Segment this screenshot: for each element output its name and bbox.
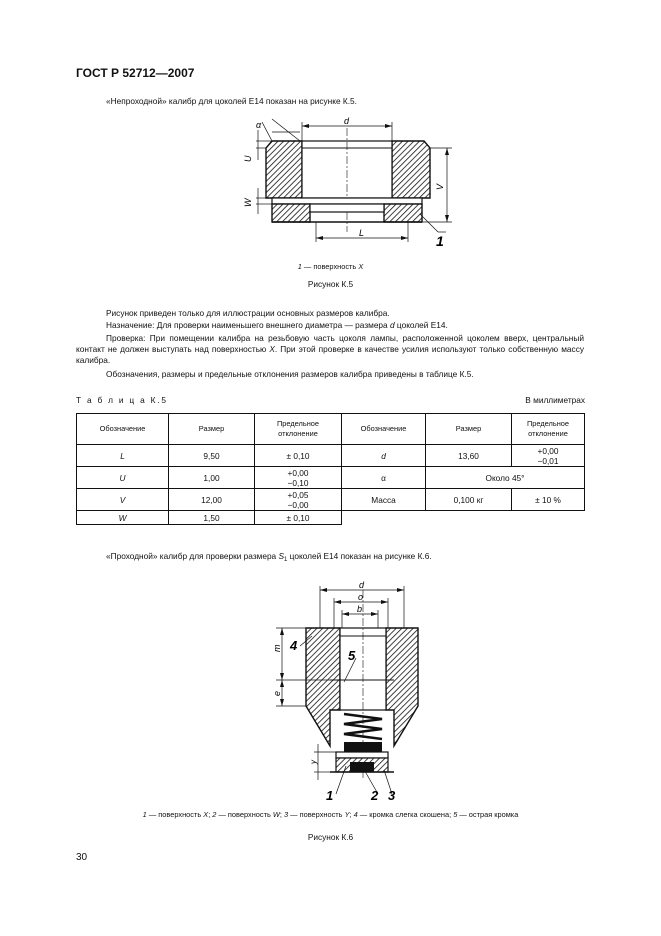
- k5-legend-num: 1: [297, 262, 302, 271]
- paragraph-note: [76, 308, 584, 319]
- col-header-size-2: Размер: [426, 414, 512, 445]
- k6-legend-num: 2: [212, 810, 217, 819]
- cell-designation: V: [77, 489, 169, 511]
- table-header-row: [77, 414, 585, 445]
- cell-tolerance-upper: +0,05: [287, 489, 309, 500]
- cell-size: 9,50: [169, 445, 255, 467]
- cell-tolerance-lower: −0,10: [287, 477, 309, 488]
- cell-size: 1,00: [169, 467, 255, 489]
- k6-legend-num: 3: [283, 810, 289, 819]
- paragraph-check: [76, 333, 584, 367]
- figure-k5-legend: [0, 262, 661, 271]
- col-header-designation-2: Обозначение: [342, 414, 426, 445]
- page-number: 30: [76, 852, 88, 863]
- figure-k6-caption: Рисунок К.6: [307, 832, 354, 842]
- k6-label-y: y: [309, 760, 318, 764]
- k6-legend-text: — поверхность: [216, 810, 273, 819]
- k6-label-b: b: [357, 604, 363, 614]
- k6-callout-4: 4: [290, 638, 298, 653]
- figure-k6-legend: [0, 810, 661, 819]
- paragraph-purpose: [76, 320, 584, 331]
- check-symbol-x: X: [269, 344, 275, 355]
- figure-k5-caption: Рисунок К.5: [307, 279, 354, 289]
- k5-label-alpha: α: [256, 120, 262, 130]
- table-row: [77, 511, 585, 525]
- cell-tolerance: ± 0,10: [255, 511, 342, 525]
- cell-tolerance: [255, 489, 342, 511]
- k6-legend-sep: ;: [349, 810, 354, 819]
- k6-callout-2: 2: [371, 788, 379, 803]
- k6-legend-surface: Y: [344, 810, 350, 819]
- cell-tolerance-upper: +0,00: [287, 467, 309, 478]
- k6-label-d: d: [359, 580, 365, 590]
- k6-callout-5: 5: [348, 648, 356, 663]
- cell-tolerance-2: [512, 445, 585, 467]
- figure-k5-drawing: [0, 110, 661, 260]
- k6-legend-num: 1: [142, 810, 147, 819]
- check-text-c: . При этой проверке в качестве усилия используют только собственную массу калибра.: [76, 344, 584, 366]
- purpose-symbol-d: d: [389, 320, 395, 330]
- k5-label-l: L: [359, 228, 365, 238]
- k6-label-e: e: [272, 690, 282, 696]
- cell-designation-2: Масса: [342, 489, 426, 511]
- paragraph-note-text: Рисунок приведен только для иллюстрации основных размеров калибра.: [106, 308, 390, 318]
- cell-designation: W: [77, 511, 169, 525]
- paragraph-designations: [76, 369, 584, 380]
- k5-label-w: W: [243, 198, 253, 207]
- cell-size: 1,50: [169, 511, 255, 525]
- cell-size-2: 13,60: [426, 445, 512, 467]
- k6-legend-sep: ;: [279, 810, 284, 819]
- intro-figure-k5: «Непроходной» калибр для цоколей E14 показан на рисунке К.5.: [106, 96, 357, 106]
- intro-k6-symbol-s: S: [278, 551, 285, 561]
- cell-tolerance-lower: −0,01: [537, 455, 559, 466]
- cell-tolerance-2: ± 10 %: [512, 489, 585, 511]
- cell-empty: [342, 511, 585, 525]
- col-header-tolerance-2: Предельное отклонение: [512, 414, 585, 445]
- cell-size: 12,00: [169, 489, 255, 511]
- cell-merged-value: Около 45°: [426, 467, 585, 489]
- k6-legend-num: 4: [353, 810, 358, 819]
- cell-tolerance: ± 0,10: [255, 445, 342, 467]
- cell-size-2: 0,100 кг: [426, 489, 512, 511]
- cell-tolerance-lower: −0,00: [287, 499, 309, 510]
- designations-text: Обозначения, размеры и предельные отклонения размеров калибра приведены в таблице К.5.: [106, 369, 474, 379]
- k6-legend-text: — поверхность: [288, 810, 345, 819]
- k6-callout-3: 3: [388, 788, 396, 803]
- k5-legend-surface: X: [358, 262, 364, 271]
- k6-label-m: m: [272, 644, 282, 652]
- cell-designation: L: [77, 445, 169, 467]
- intro-k6-text-b: цоколей E14 показан на рисунке К.6.: [287, 551, 432, 561]
- intro-k6-subscript: 1: [284, 557, 288, 563]
- purpose-text-c: цоколей E14.: [394, 320, 448, 330]
- k5-label-d: d: [344, 116, 350, 126]
- k6-legend-text: — поверхность: [146, 810, 204, 819]
- table-row: [77, 445, 585, 467]
- intro-figure-k6: [106, 551, 432, 566]
- table-k5: [76, 413, 585, 525]
- k6-label-o: o: [358, 592, 364, 602]
- table-k5-units: В миллиметрах: [525, 395, 585, 405]
- k5-legend-text: — поверхность: [301, 262, 359, 271]
- k6-callout-1: 1: [326, 788, 334, 803]
- col-header-size: Размер: [169, 414, 255, 445]
- cell-designation-2: α: [342, 467, 426, 489]
- col-header-designation: Обозначение: [77, 414, 169, 445]
- intro-k6-text-a: «Проходной» калибр для проверки размера: [106, 551, 279, 561]
- purpose-text-a: Назначение: Для проверки наименьшего внешнего диаметра — размера: [106, 320, 390, 330]
- k5-callout-1: 1: [436, 233, 444, 249]
- k6-gauge-body: [306, 590, 418, 778]
- cell-designation-2: d: [342, 445, 426, 467]
- table-row: [77, 467, 585, 489]
- col-header-tolerance: Предельное отклонение: [255, 414, 342, 445]
- cell-tolerance-upper: +0,00: [537, 445, 559, 456]
- table-row: [77, 489, 585, 511]
- check-text-a: Проверка: При помещении калибра на резьбовую часть цоколя лампы, расположенной цоколем вверх, центральный контакт не должен выступать над поверхностью: [76, 333, 584, 355]
- k6-legend-surface: W: [272, 810, 280, 819]
- k6-legend-sep: ;: [208, 810, 213, 819]
- k6-legend-text: — острая кромка: [457, 810, 519, 819]
- k5-label-u: U: [243, 155, 253, 162]
- cell-designation: U: [77, 467, 169, 489]
- figure-k6-drawing: [0, 572, 661, 804]
- k6-legend-surface: X: [203, 810, 209, 819]
- k5-label-v: V: [435, 183, 445, 190]
- cell-tolerance: [255, 467, 342, 489]
- table-k5-title: Т а б л и ц а К.5: [76, 395, 168, 405]
- document-header: ГОСТ Р 52712—2007: [76, 66, 195, 80]
- k6-legend-text: — кромка слегка скошена;: [357, 810, 454, 819]
- k6-legend-num: 5: [453, 810, 458, 819]
